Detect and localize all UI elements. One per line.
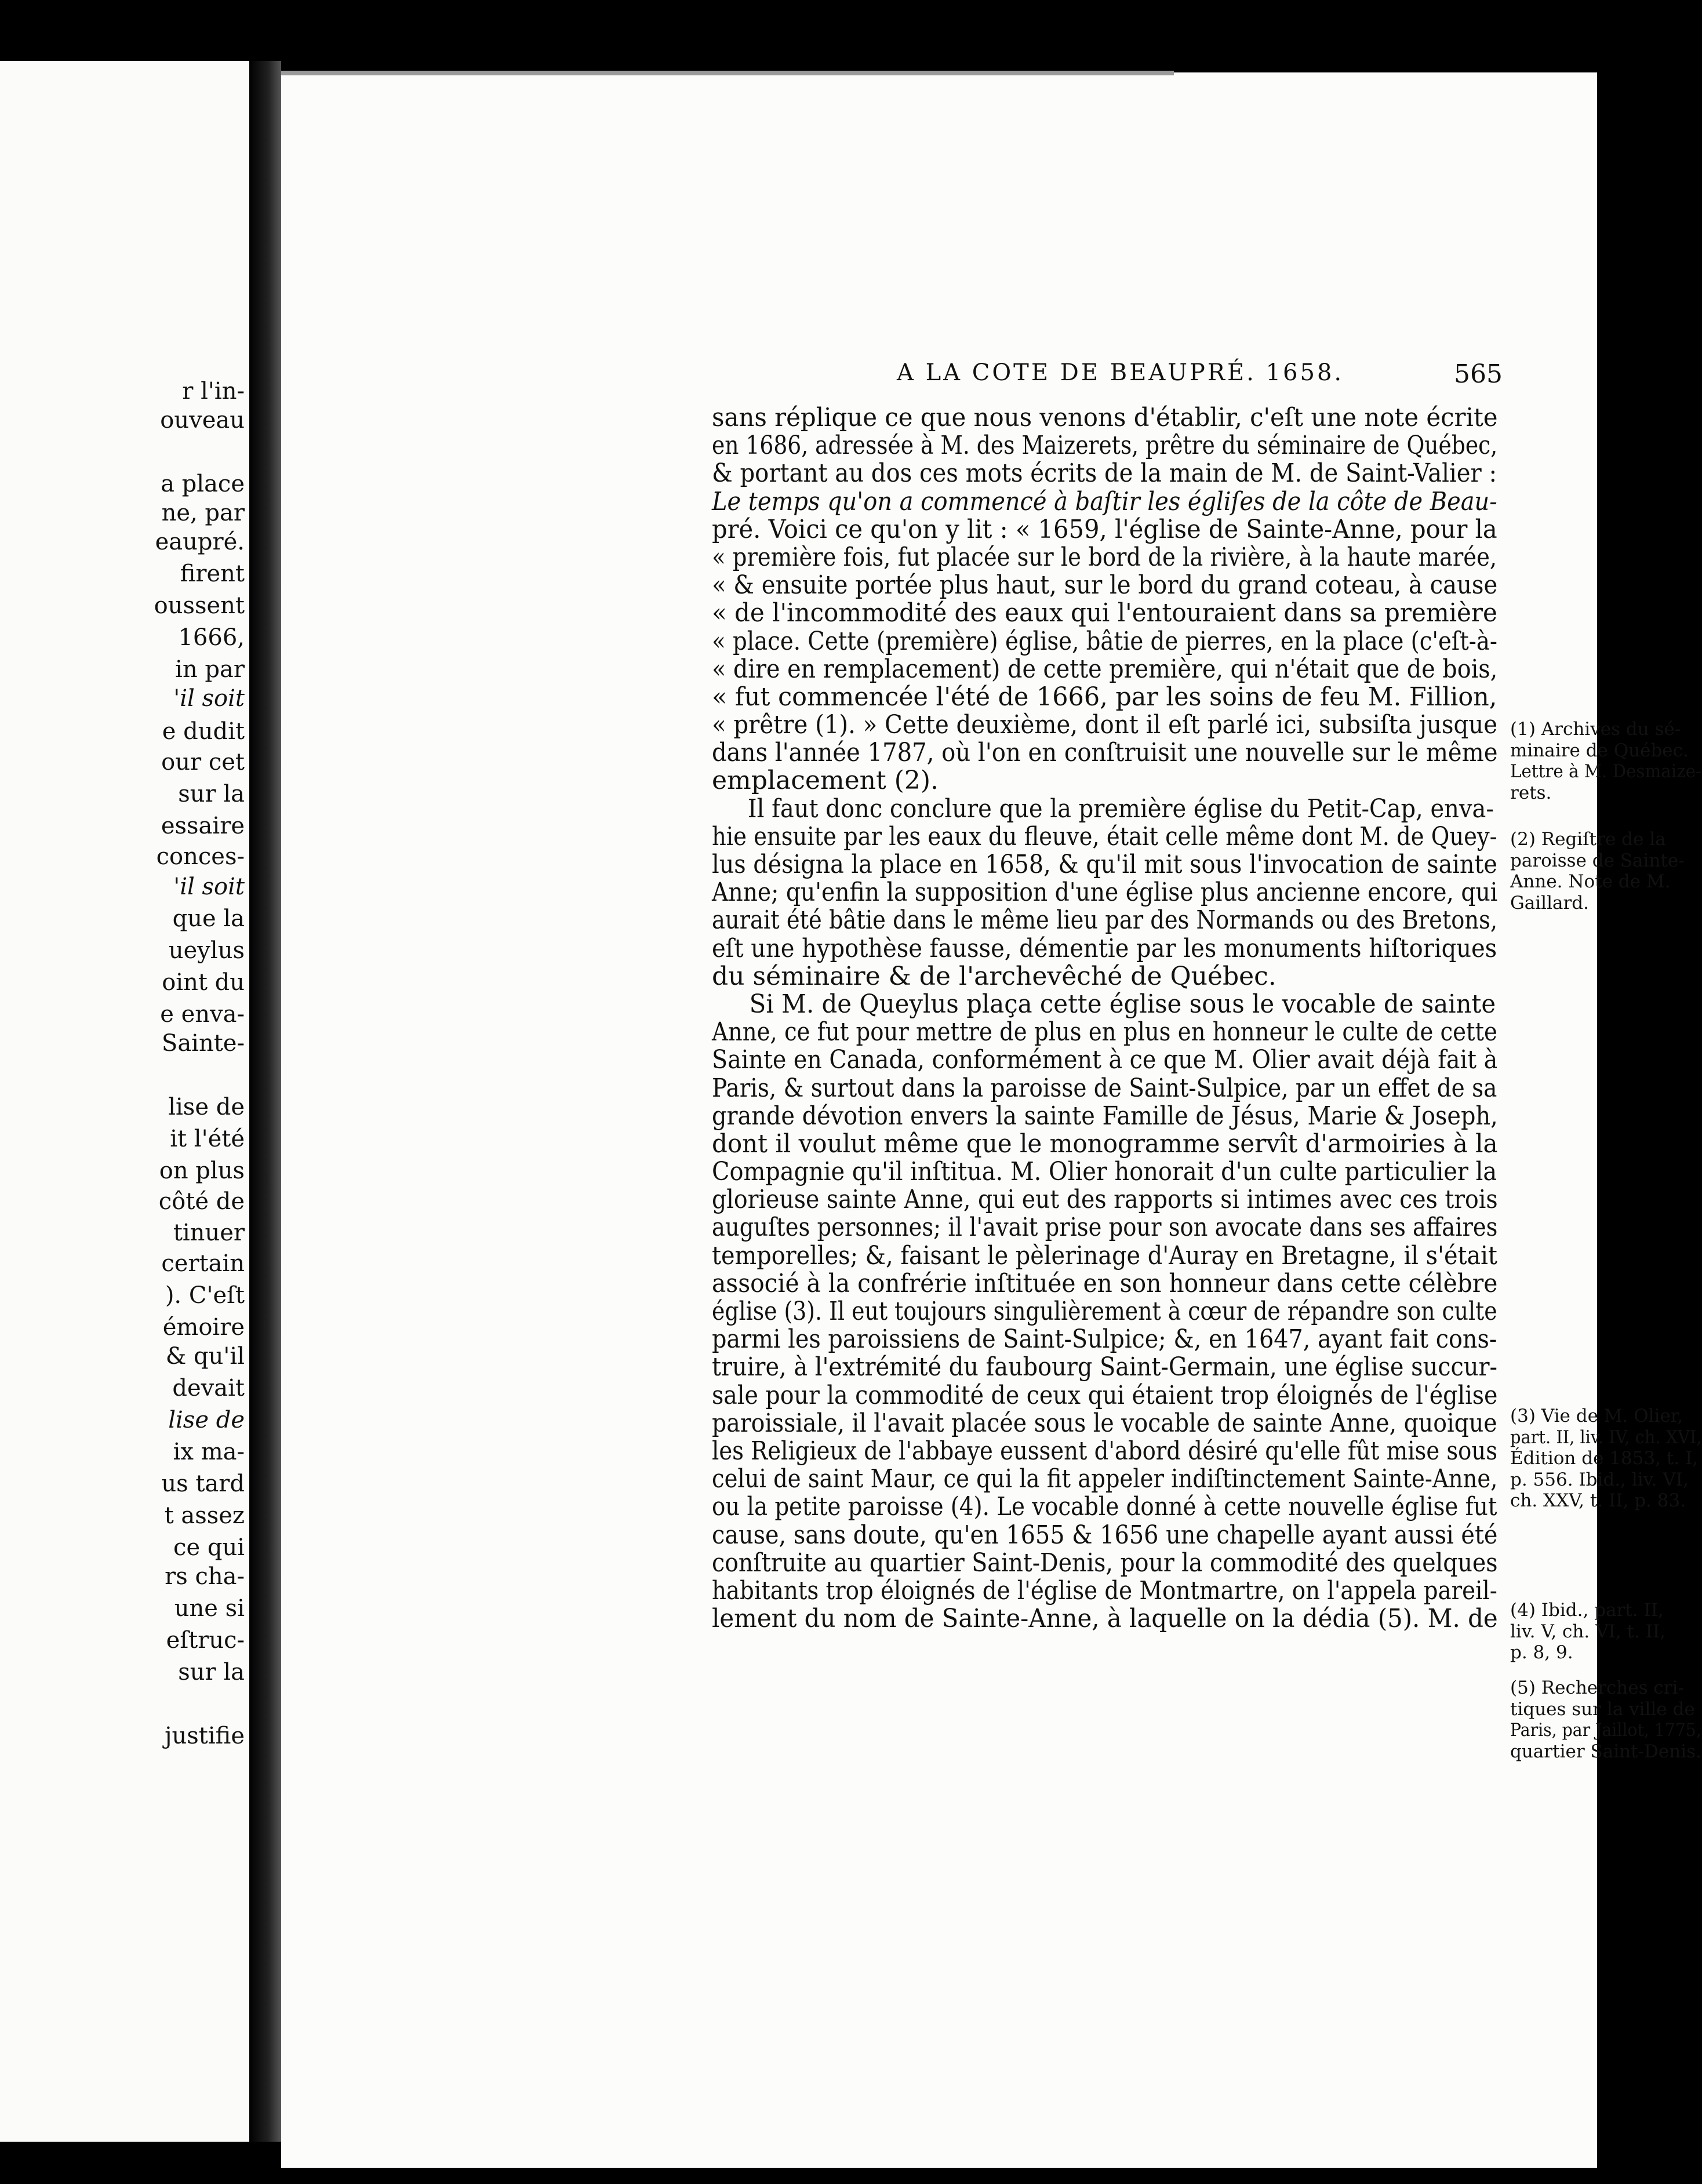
left-page-line: eſtruc- [166,1627,245,1654]
left-page-line: on plus [159,1157,245,1184]
left-page-line: essaire [161,813,245,839]
footnote-line: Lettre à M. Desmaize- [1510,761,1701,782]
body-line: Sainte en Canada, conformément à ce que M. Olier avait déjà fait à [712,1045,1498,1075]
left-page-line: 1666, [178,624,245,651]
body-line: Paris, & surtout dans la paroisse de Saint-Sulpice, par un effet de sa [712,1073,1497,1103]
footnote-line: ch. XXV, t. II, p. 83. [1510,1490,1686,1511]
left-page-line: lise de [168,1407,245,1433]
left-page-line: ). C'eſt [165,1282,245,1309]
left-page-line: oint du [162,969,245,996]
body-line: Il faut donc conclure que la première église du Petit-Cap, enva- [747,793,1494,824]
body-line: Anne, ce fut pour mettre de plus en plus en honneur le culte de cette [712,1017,1497,1047]
left-page-line: e dudit [162,718,245,745]
left-page-line: devait [172,1375,245,1402]
body-line: du séminaire & de l'archevêché de Québec. [712,961,1276,991]
footnote-line: Paris, par Jaillot, 1775, [1510,1720,1701,1741]
body-line: en 1686, adressée à M. des Maizerets, prêtre du séminaire de Québec, [712,431,1498,461]
left-page-line: ne, par [161,500,245,526]
footnote [1510,1406,1701,1512]
body-line: « fut commencée l'été de 1666, par les soins de feu M. Fillion, [712,682,1497,712]
body-line: sans réplique ce que nous venons d'établir, c'eſt une note écrite [712,403,1498,432]
footnote [1510,1600,1701,1664]
body-line: « première fois, fut placée sur le bord de la rivière, à la haute marée, [712,542,1497,572]
body-line: cause, sans doute, qu'en 1655 & 1656 une chapelle ayant aussi été [712,1520,1498,1550]
footnote [1510,1677,1701,1762]
body-line: conſtruite au quartier Saint-Denis, pour la commodité des quelques [712,1548,1498,1578]
body-line: hie ensuite par les eaux du fleuve, était celle même dont M. de Quey- [712,821,1497,851]
body-line: « & ensuite portée plus haut, sur le bord du grand coteau, à cause [712,570,1498,600]
body-line: eſt une hypothèse fausse, démentie par les monuments hiſtoriques [712,933,1497,963]
page-header [281,359,1597,394]
body-line: emplacement (2). [712,766,939,796]
left-page-line: justifie [165,1723,245,1749]
footnote-line: quartier Saint-Denis. [1510,1741,1701,1762]
left-page-line: émoire [162,1314,245,1341]
body-line: Anne; qu'enfin la supposition d'une église plus ancienne encore, qui [712,878,1498,908]
left-page-line: a place [161,471,245,497]
body-line: « dire en remplacement) de cette première, qui n'était que de bois, [712,654,1498,684]
left-page-line: conces- [156,843,245,870]
left-page-line: ix ma- [173,1439,245,1465]
footnote-line: p. 556. Ibid., liv. VI, [1510,1469,1689,1490]
left-page-line: eaupré. [155,529,245,555]
left-page-line: ce qui [173,1534,245,1561]
footnote-line: paroisse de Sainte- [1510,850,1685,871]
left-page-line: our cet [161,749,245,776]
body-line: lement du nom de Sainte-Anne, à laquelle on la dédia (5). M. de [712,1604,1498,1634]
footnote-line: Anne. Note de M. [1510,871,1671,892]
body-text [712,404,1497,1633]
left-page [0,61,249,2142]
left-page-line: us tard [161,1470,245,1497]
left-page-line: une si [174,1595,245,1622]
body-line: paroissiale, il l'avait placée sous le vocable de sainte Anne, quoique [712,1408,1497,1438]
page-number: 565 [1454,359,1503,389]
body-line: Le temps qu'on a commencé à baſtir les égliſes de la côte de Beau- [712,486,1497,516]
right-page [281,72,1702,2168]
footnote-line: (4) Ibid., part. II, [1510,1600,1664,1621]
body-line: église (3). Il eut toujours singulièrement à cœur de répandre son culte [712,1297,1497,1326]
body-line: « place. Cette (première) église, bâtie de pierres, en la place (c'eſt-à- [712,626,1497,656]
footnote [1510,829,1701,913]
running-title: A LA COTE DE BEAUPRÉ. 1658. [897,359,1344,386]
left-page-line: sur la [178,1659,245,1686]
left-page-line: t assez [164,1502,245,1529]
body-line: parmi les paroissiens de Saint-Sulpice; &, en 1647, ayant fait cons- [712,1324,1497,1355]
page-fold [249,61,281,2142]
body-line: Compagnie qu'il inſtitua. M. Olier honorait d'un culte particulier la [712,1157,1497,1187]
body-line: aurait été bâtie dans le même lieu par des Normands ou des Bretons, [712,905,1498,936]
body-line: lus désigna la place en 1658, & qu'il mit sous l'invocation de sainte [712,850,1497,879]
left-page-line: rs cha- [165,1563,245,1590]
page-edge [281,71,1174,75]
left-page-line: firent [180,560,245,587]
left-page-line: 'il soit [173,873,245,900]
body-line: grande dévotion envers la sainte Famille de Jésus, Marie & Joseph, [712,1101,1498,1131]
body-line: pré. Voici ce qu'on y lit : « 1659, l'église de Sainte-Anne, pour la [712,514,1497,544]
left-page-line: certain [161,1250,245,1277]
body-line: les Religieux de l'abbaye eussent d'abord désiré qu'elle fût mise sous [712,1436,1497,1466]
left-page-line: 'il soit [173,685,245,712]
left-page-line: Sainte- [161,1030,245,1057]
left-page-line: it l'été [170,1126,245,1152]
left-page-line: e enva- [160,1001,245,1028]
left-page-line: côté de [158,1188,245,1215]
body-line: dans l'année 1787, où l'on en conſtruisit une nouvelle sur le même [712,738,1498,768]
footnote [1510,719,1701,803]
left-page-line: in par [175,656,245,683]
left-page-line: ueylus [168,937,245,964]
body-line: auguſtes personnes; il l'avait prise pour son avocate dans ses affaires [712,1213,1498,1243]
body-line: Si M. de Queylus plaça cette église sous le vocable de sainte [749,989,1496,1019]
body-line: associé à la confrérie inſtituée en son honneur dans cette célèbre [712,1268,1498,1298]
left-page-line: ouveau [160,407,245,434]
footnote-line: (5) Recherches cri- [1510,1677,1684,1698]
body-line: « prêtre (1). » Cette deuxième, dont il eſt parlé ici, subsiſta jusque [712,710,1498,740]
left-page-line: que la [172,905,245,932]
footnote-line: minaire de Québec. [1510,740,1689,761]
body-line: glorieuse sainte Anne, qui eut des rapports si intimes avec ces trois [712,1185,1498,1215]
footnote-line: part. II, liv. IV, ch. XVI, [1510,1426,1702,1448]
footnote-line: (3) Vie de M. Olier, [1510,1406,1683,1426]
body-line: celui de saint Maur, ce qui la fit appeler indiſtinctement Sainte-Anne, [712,1464,1498,1494]
footnote-line: Édition de 1853, t. I, [1510,1448,1699,1469]
footnote-line: rets. [1510,782,1552,803]
footnote-line: tiques sur la ville de [1510,1698,1695,1720]
left-page-line: r l'in- [182,378,245,405]
body-line: dont il voulut même que le monogramme servît d'armoiries à la [712,1129,1498,1159]
left-page-line: sur la [178,781,245,807]
footnote-line: Gaillard. [1510,892,1589,913]
footnote-line: liv. V, ch. VI, t. II, [1510,1621,1665,1642]
footnote-line: (1) Archives du sé- [1510,719,1681,740]
body-line: sale pour la commodité de ceux qui étaient trop éloignés de l'église [712,1380,1498,1410]
left-page-line: tinuer [173,1220,245,1246]
left-page-line: & qu'il [165,1343,245,1370]
left-page-line: oussent [154,592,245,619]
footnote-line: p. 8, 9. [1510,1642,1573,1663]
body-line: habitants trop éloignés de l'église de Montmartre, on l'appela pareil- [712,1575,1497,1606]
body-line: « de l'incommodité des eaux qui l'entouraient dans sa première [712,598,1497,628]
body-line: & portant au dos ces mots écrits de la main de M. de Saint-Valier : [712,458,1497,489]
left-page-line: lise de [168,1094,245,1120]
body-line: ou la petite paroisse (4). Le vocable donné à cette nouvelle église fut [712,1492,1497,1522]
body-line: truire, à l'extrémité du faubourg Saint-Germain, une église succur- [712,1352,1497,1382]
footnote-line: (2) Regiſtre de la [1510,829,1666,850]
body-line: temporelles; &, faisant le pèlerinage d'Auray en Bretagne, il s'était [712,1240,1497,1271]
